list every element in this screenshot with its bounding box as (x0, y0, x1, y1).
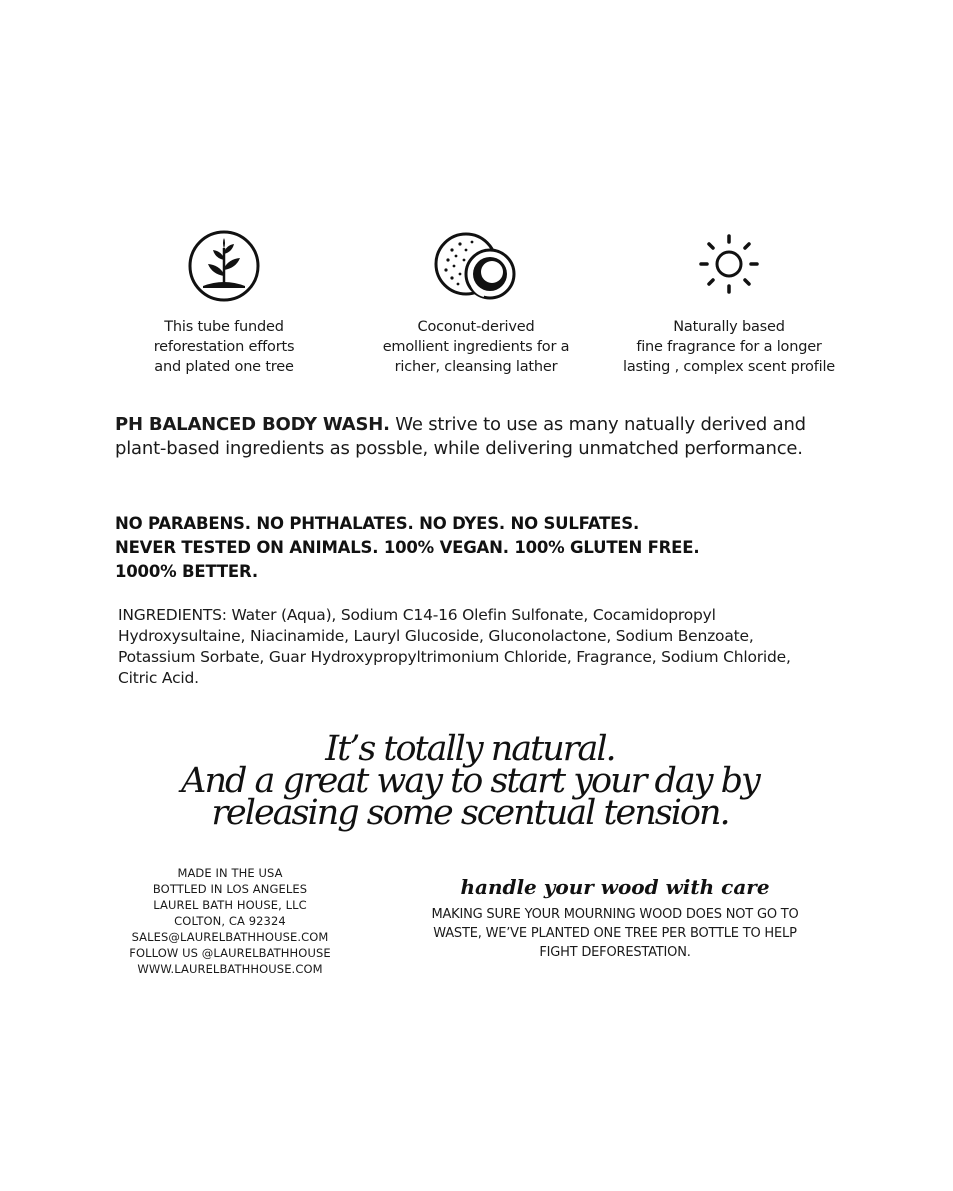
coconut-icon (428, 228, 524, 304)
care-title: handle your wood with care (460, 875, 770, 899)
feature-reforestation (104, 228, 344, 377)
intro-lead: PH BALANCED BODY WASH. (115, 414, 390, 435)
intro-text: We strive to use as many natually derived and plant-based ingredients as possble, while delivering unmatched performance. (115, 414, 806, 459)
feature-caption: This tube funded reforestation efforts and plated one tree (153, 319, 295, 375)
product-claims: NO PARABENS. NO PHTHALATES. NO DYES. NO SULFATES. NEVER TESTED ON ANIMALS. 100% VEGAN. 100% GLUTEN FREE. 1000% BETTER. (115, 514, 700, 581)
feature-coconut (356, 228, 596, 377)
ingredients-list: INGREDIENTS: Water (Aqua), Sodium C14-16 Olefin Sulfonate, Cocamidopropyl Hydroxysultaine, Niacinamide, Lauryl Glucoside, Gluconolactone, Sodium Benzoate, Potassium Sorbate, Guar Hydroxypropyltrimonium Chloride, Fragrance, Sodium Chloride, Citric Acid. (118, 606, 791, 687)
intro-paragraph (115, 413, 815, 461)
feature-fragrance (609, 228, 849, 377)
company-address: MADE IN THE USA BOTTLED IN LOS ANGELES LAUREL BATH HOUSE, LLC COLTON, CA 92324 SALES@LAURELBATHHOUSE.COM FOLLOW US @LAURELBATHHOUSE WWW.LAURELBATHHOUSE.COM (129, 866, 331, 976)
sun-icon (691, 228, 767, 304)
feature-caption: Naturally based fine fragrance for a longer lasting , complex scent profile (623, 319, 835, 375)
features-row (0, 228, 953, 388)
feature-caption: Coconut-derived emollient ingredients for a richer, cleansing lather (382, 319, 570, 375)
seedling-icon (186, 228, 262, 304)
tagline: It’s totally natural. And a great way to start your day by releasing some scentual tension. (181, 729, 759, 833)
care-section (420, 873, 810, 962)
care-body: MAKING SURE YOUR MOURNING WOOD DOES NOT GO TO WASTE, WE’VE PLANTED ONE TREE PER BOTTLE TO HELP FIGHT DEFORESTATION. (431, 907, 799, 960)
